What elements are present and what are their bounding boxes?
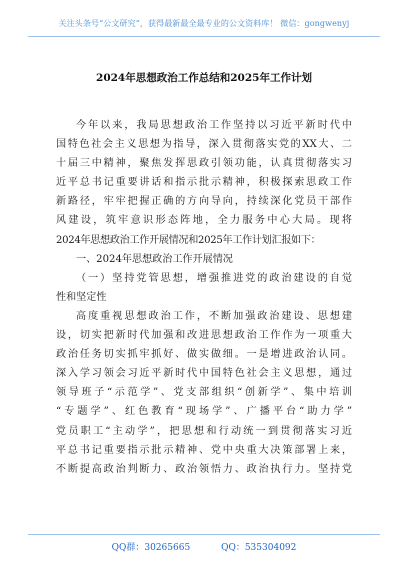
document-body [56, 116, 352, 479]
header-divider [28, 36, 380, 37]
body-line: 领导班子“示范学”、党支部组织“创新学”、集中培训 [56, 387, 352, 399]
body-line: 新路径，牢牢把握正确的方向导向，持续深化党员干部作 [56, 196, 352, 208]
footer-qq: QQ：535304092 [221, 543, 297, 553]
footer [0, 540, 408, 553]
body-line: 今年以来，我局思想政治工作坚持以习近平新时代中 [76, 120, 352, 131]
body-line: 政治任务切实抓牢抓好、做实做细。一是增进政治认同。 [56, 349, 352, 361]
body-line: 平总书记重要指示批示精神、党中央重大决策部署上来， [56, 444, 352, 456]
section-heading: 一、2024年思想政治工作开展情况 [76, 253, 233, 265]
footer-divider [28, 534, 380, 535]
body-line: 高度重视思想政治工作，不断加强政治建设、思想建 [76, 310, 352, 322]
body-line: 党员职工“主动学”，把思想和行动统一到贯彻落实习近 [56, 425, 352, 437]
body-line: 不断提高政治判断力、政治领悟力、政治执行力。坚持党 [56, 463, 352, 475]
body-line: 2024年思想政治工作开展情况和2025年工作计划汇报如下： [56, 234, 321, 246]
body-line: 近平总书记重要讲话和指示批示精神，积极探索思政工作 [56, 177, 352, 189]
body-line: 深入学习领会习近平新时代中国特色社会主义思想，通过 [56, 368, 352, 380]
footer-qq-group: QQ群：30265665 [111, 543, 191, 553]
body-line: 十届三中精神，聚焦发挥思政引领功能，认真贯彻落实习 [56, 158, 352, 170]
subsection-heading: （一）坚持党管思想，增强推进党的政治建设的自觉 [76, 272, 352, 284]
body-line: 设，切实把新时代加强和改进思想政治工作作为一项重大 [56, 330, 352, 342]
header-banner: 关注头条号“公文研究”，获得最新最全最专业的公文资料库！ 微信：gongwenyj [58, 19, 350, 28]
subsection-heading-cont: 性和坚定性 [56, 291, 107, 303]
body-line: 风建设，筑牢意识形态阵地，全力服务中心大局。现将 [56, 215, 352, 227]
document-title: 2024年思想政治工作总结和2025年工作计划 [96, 72, 312, 84]
body-line: “专题学”、红色教育“现场学”、广播平台“助力学” [56, 406, 352, 418]
body-line: 国特色社会主义思想为指导，深入贯彻落实党的XX大、二 [56, 139, 352, 151]
